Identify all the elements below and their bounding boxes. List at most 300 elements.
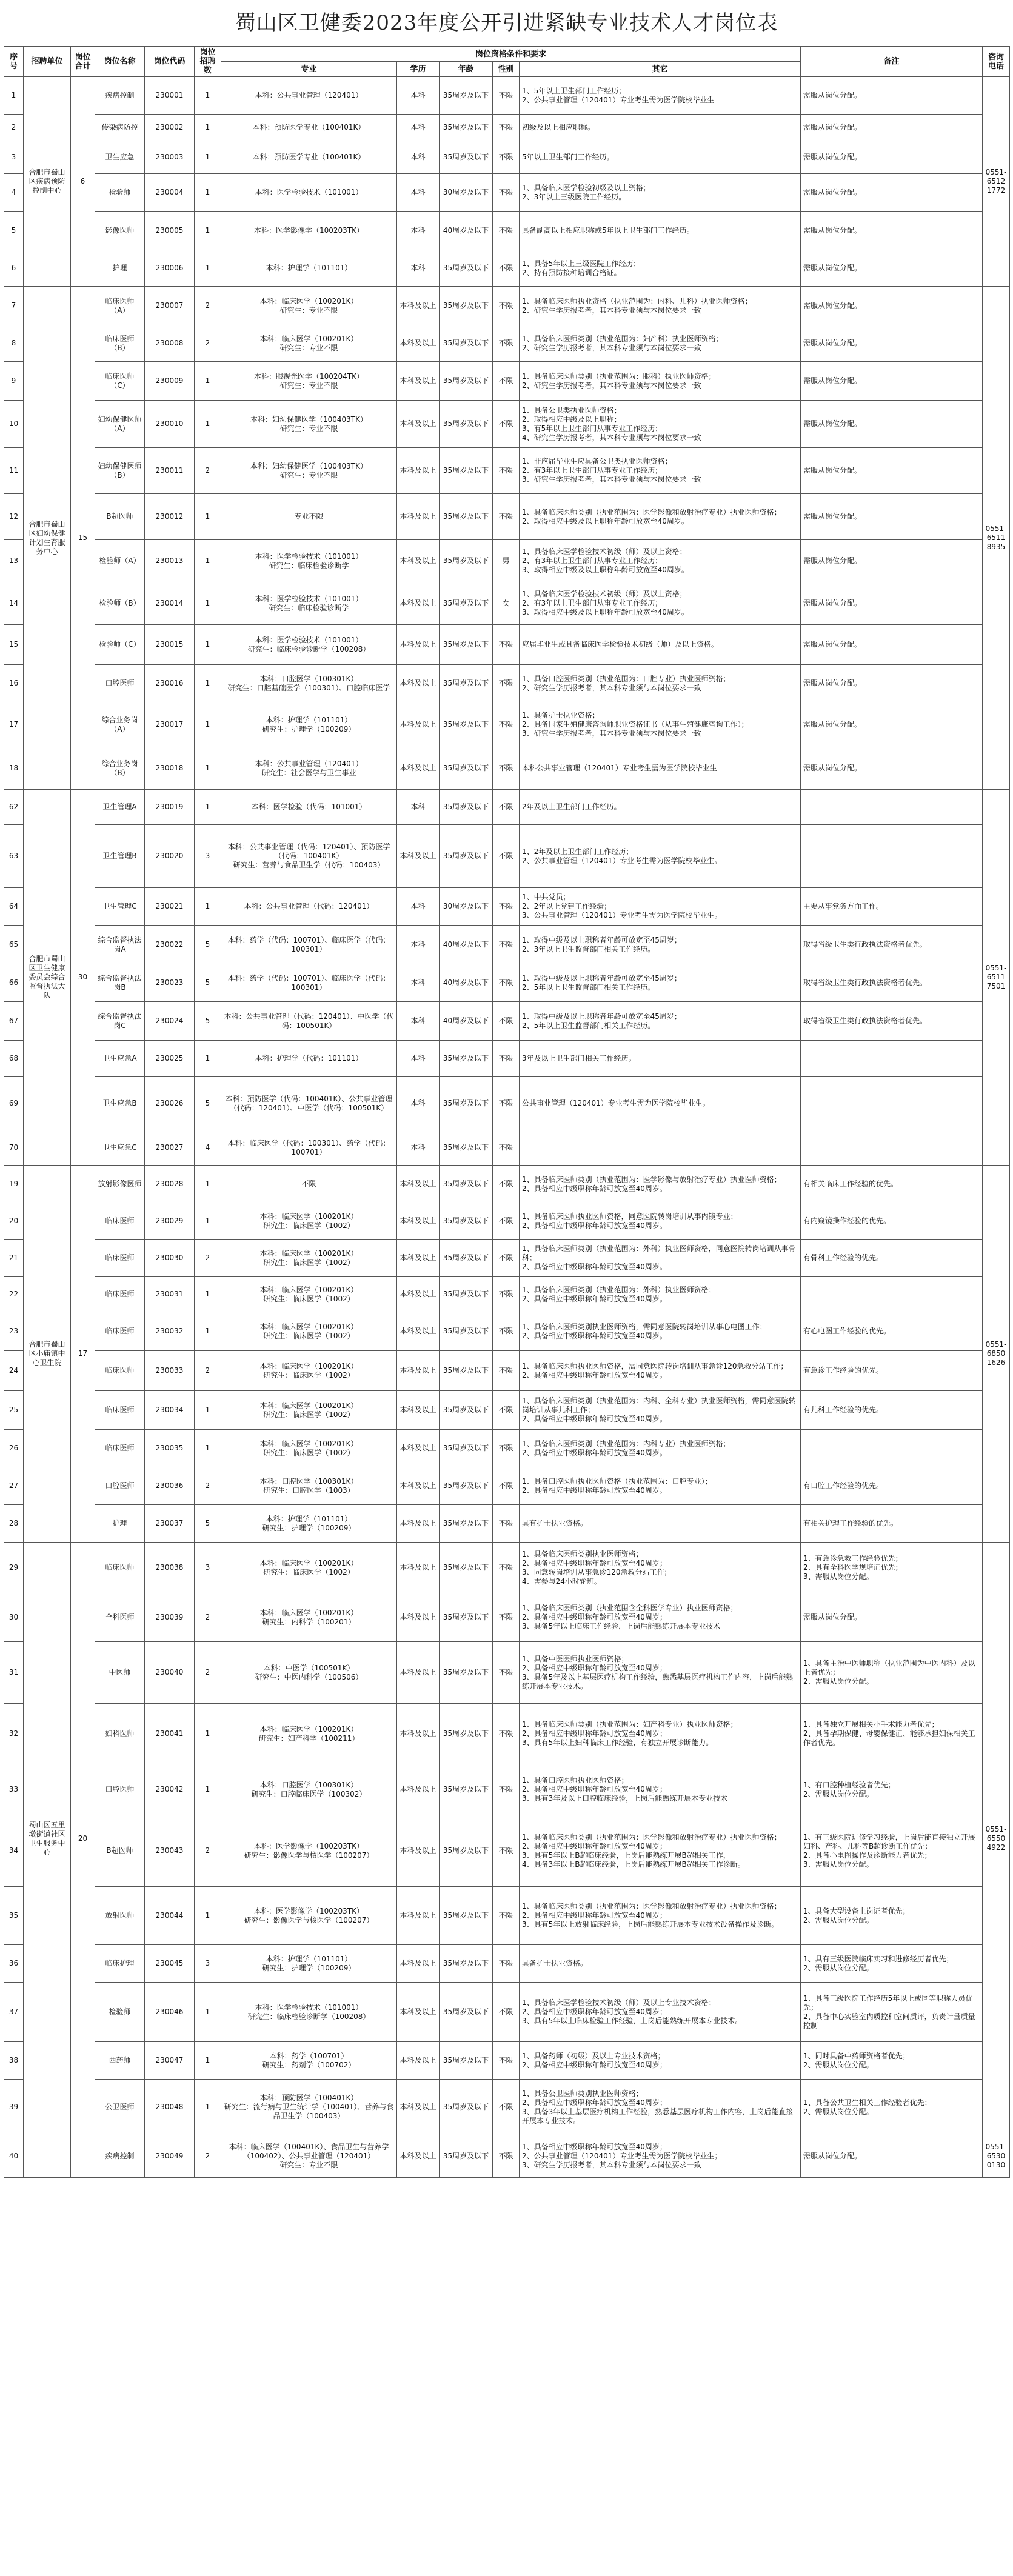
cell-note: 1、具备公共卫生相关工作经验者优先； 2、需服从岗位分配。 (801, 2080, 983, 2135)
cell-seq: 12 (4, 494, 24, 540)
cell-edu: 本科及以上 (397, 1277, 440, 1312)
cell-post-name: 检验师（B） (95, 582, 145, 625)
header-major: 专业 (221, 62, 397, 77)
cell-post-code: 230022 (145, 926, 195, 964)
cell-age: 35周岁及以下 (440, 702, 493, 747)
cell-major: 本科：预防医学专业（100401K） (221, 115, 397, 141)
cell-gender: 不限 (493, 287, 520, 325)
cell-other: 1、具备口腔医师执业医师资格（执业范围为：口腔专业）； 2、具备相应中级职称年龄可放宽至40周岁。 (520, 1467, 801, 1505)
cell-post-code: 230003 (145, 141, 195, 174)
cell-count: 1 (195, 77, 221, 115)
cell-seq: 39 (4, 2080, 24, 2135)
cell-seq: 67 (4, 1002, 24, 1041)
cell-seq: 40 (4, 2135, 24, 2178)
cell-post-name: 临床医师（C） (95, 362, 145, 401)
cell-seq: 17 (4, 702, 24, 747)
table-row (4, 362, 1010, 401)
table-header (4, 47, 1010, 77)
table-row (4, 964, 1010, 1002)
cell-post-name: 临床医师 (95, 1430, 145, 1467)
cell-seq: 21 (4, 1240, 24, 1277)
cell-count: 3 (195, 825, 221, 888)
table-row (4, 448, 1010, 494)
cell-major: 本科：医学检验技术（101001） 研究生：临床检验诊断学（100208） (221, 1983, 397, 2042)
cell-edu: 本科及以上 (397, 2042, 440, 2080)
table-row (4, 115, 1010, 141)
cell-note: 1、具备大型设备上岗证者优先； 2、需服从岗位分配。 (801, 1887, 983, 1945)
cell-post-name: 综合监督执法岗B (95, 964, 145, 1002)
cell-major: 本科：护理学（101101） 研究生：护理学（100209） (221, 702, 397, 747)
cell-seq: 66 (4, 964, 24, 1002)
cell-age: 35周岁及以下 (440, 1130, 493, 1166)
cell-post-code: 230020 (145, 825, 195, 888)
cell-age: 35周岁及以下 (440, 1041, 493, 1077)
cell-count: 5 (195, 926, 221, 964)
table-row (4, 401, 1010, 448)
cell-gender: 不限 (493, 790, 520, 825)
cell-major: 本科：眼视光医学（100204TK） 研究生：专业不限 (221, 362, 397, 401)
cell-major: 本科：公共事业管理（120401） (221, 77, 397, 115)
table-row (4, 1505, 1010, 1543)
cell-post-name: 口腔医师 (95, 1467, 145, 1505)
cell-edu: 本科及以上 (397, 582, 440, 625)
cell-major: 本科：公共事业管理（代码：120401） (221, 888, 397, 926)
cell-note: 需服从岗位分配。 (801, 174, 983, 212)
cell-count: 1 (195, 212, 221, 250)
cell-other: 1、中共党员； 2、2年以上党建工作经验； 3、公共事业管理（120401）专业考生需为医学院校毕业生。 (520, 888, 801, 926)
cell-other: 1、2年及以上卫生部门工作经历； 2、公共事业管理（120401）专业考生需为医学院校毕业生。 (520, 825, 801, 888)
cell-note: 需服从岗位分配。 (801, 582, 983, 625)
cell-gender: 不限 (493, 1312, 520, 1351)
cell-major: 本科：医学检验（代码：101001） (221, 790, 397, 825)
cell-other: 1、具备临床医学检验初级及以上资格； 2、3年以上三级医院工作经历。 (520, 174, 801, 212)
cell-post-code: 230045 (145, 1945, 195, 1983)
cell-post-code: 230010 (145, 401, 195, 448)
cell-phone: 0551-65121772 (983, 77, 1010, 287)
cell-age: 35周岁及以下 (440, 1704, 493, 1764)
cell-post-name: 综合监督执法岗A (95, 926, 145, 964)
cell-seq: 30 (4, 1593, 24, 1642)
cell-edu: 本科及以上 (397, 494, 440, 540)
table-body (4, 77, 1010, 2178)
cell-post-name: 妇幼保健医师（A） (95, 401, 145, 448)
cell-edu: 本科及以上 (397, 1166, 440, 1203)
cell-gender: 不限 (493, 2042, 520, 2080)
cell-age: 35周岁及以下 (440, 1312, 493, 1351)
cell-major: 本科：医学检验技术（101001） 研究生：临床检验诊断学 (221, 582, 397, 625)
cell-edu: 本科及以上 (397, 1815, 440, 1887)
cell-age: 35周岁及以下 (440, 1505, 493, 1543)
cell-post-code: 230024 (145, 1002, 195, 1041)
table-row (4, 702, 1010, 747)
cell-age: 35周岁及以下 (440, 1467, 493, 1505)
cell-note: 有儿科工作经验的优先。 (801, 1391, 983, 1430)
cell-post-name: 检验师 (95, 1983, 145, 2042)
cell-other: 5年以上卫生部门工作经历。 (520, 141, 801, 174)
cell-age: 35周岁及以下 (440, 325, 493, 362)
cell-edu: 本科 (397, 790, 440, 825)
cell-seq: 36 (4, 1945, 24, 1983)
table-row (4, 1166, 1010, 1203)
cell-major: 本科：临床医学（代码：100301）、药学（代码：100701） (221, 1130, 397, 1166)
cell-age: 40周岁及以下 (440, 964, 493, 1002)
cell-major: 本科：医学影像学（100203TK） 研究生：影像医学与核医学（100207） (221, 1887, 397, 1945)
cell-post-code: 230014 (145, 582, 195, 625)
table-row (4, 1815, 1010, 1887)
cell-seq: 20 (4, 1203, 24, 1240)
cell-gender: 不限 (493, 1983, 520, 2042)
cell-age: 35周岁及以下 (440, 1166, 493, 1203)
header-group: 岗位资格条件和要求 (221, 47, 801, 62)
cell-edu: 本科及以上 (397, 287, 440, 325)
cell-post-name: 疾病控制 (95, 77, 145, 115)
cell-note (801, 1041, 983, 1077)
cell-edu: 本科 (397, 964, 440, 1002)
cell-post-name: B超医师 (95, 1815, 145, 1887)
cell-count: 1 (195, 362, 221, 401)
cell-age: 35周岁及以下 (440, 1203, 493, 1240)
cell-count: 1 (195, 115, 221, 141)
cell-seq: 8 (4, 325, 24, 362)
table-row (4, 540, 1010, 582)
cell-age: 35周岁及以下 (440, 401, 493, 448)
cell-gender: 不限 (493, 2080, 520, 2135)
table-row (4, 2135, 1010, 2178)
cell-post-name: 传染病防控 (95, 115, 145, 141)
cell-gender: 不限 (493, 494, 520, 540)
cell-note: 需服从岗位分配。 (801, 77, 983, 115)
cell-total: 20 (71, 1543, 95, 2135)
cell-gender: 不限 (493, 1130, 520, 1166)
cell-other: 1、具备临床医师执业医师资格，同意医院转岗培训从事内镜专业； 2、具备相应中级职称年龄可放宽至40周岁。 (520, 1203, 801, 1240)
header-age: 年龄 (440, 62, 493, 77)
cell-post-name: 妇幼保健医师（B） (95, 448, 145, 494)
cell-count: 1 (195, 1166, 221, 1203)
cell-post-code: 230011 (145, 448, 195, 494)
cell-unit: 合肥市蜀山区小庙镇中心卫生院 (24, 1166, 71, 1543)
cell-phone: 0551-65117501 (983, 790, 1010, 1166)
cell-seq: 28 (4, 1505, 24, 1543)
table-row (4, 1130, 1010, 1166)
cell-major: 本科：预防医学（代码：100401K）、公共事业管理（代码：120401）、中医学（代码：100501K） (221, 1077, 397, 1130)
cell-gender: 女 (493, 582, 520, 625)
cell-post-name: 临床医师（B） (95, 325, 145, 362)
cell-post-name: 护理 (95, 1505, 145, 1543)
table-row (4, 2080, 1010, 2135)
cell-unit (24, 2135, 71, 2178)
cell-post-code: 230028 (145, 1166, 195, 1203)
cell-seq: 24 (4, 1351, 24, 1391)
cell-edu: 本科及以上 (397, 448, 440, 494)
cell-post-name: 卫生应急B (95, 1077, 145, 1130)
cell-age: 35周岁及以下 (440, 1764, 493, 1815)
table-row (4, 888, 1010, 926)
cell-note: 有骨科工作经验的优先。 (801, 1240, 983, 1277)
table-row (4, 325, 1010, 362)
cell-gender: 不限 (493, 1593, 520, 1642)
cell-post-name: 中医师 (95, 1642, 145, 1704)
cell-count: 2 (195, 1240, 221, 1277)
cell-major: 本科：临床医学（100201K） 研究生：内科学（100201） (221, 1593, 397, 1642)
cell-edu: 本科 (397, 250, 440, 287)
table-row (4, 1203, 1010, 1240)
cell-major: 本科：中医学（100501K） 研究生：中医内科学（100506） (221, 1642, 397, 1704)
cell-gender: 不限 (493, 625, 520, 665)
table-row (4, 77, 1010, 115)
cell-post-name: 临床医师 (95, 1312, 145, 1351)
cell-age: 30周岁及以下 (440, 888, 493, 926)
cell-post-code: 230030 (145, 1240, 195, 1277)
cell-gender: 不限 (493, 1815, 520, 1887)
header-total: 岗位合计 (71, 47, 95, 77)
cell-edu: 本科 (397, 77, 440, 115)
cell-seq: 6 (4, 250, 24, 287)
cell-count: 2 (195, 1815, 221, 1887)
cell-note (801, 1430, 983, 1467)
cell-post-code: 230023 (145, 964, 195, 1002)
cell-note (801, 1130, 983, 1166)
cell-post-code: 230006 (145, 250, 195, 287)
cell-count: 1 (195, 401, 221, 448)
cell-count: 1 (195, 141, 221, 174)
cell-age: 40周岁及以下 (440, 926, 493, 964)
cell-seq: 65 (4, 926, 24, 964)
cell-seq: 1 (4, 77, 24, 115)
cell-edu: 本科及以上 (397, 702, 440, 747)
cell-major: 本科：临床医学（100201K） 研究生：临床医学（1002） (221, 1430, 397, 1467)
cell-note: 需服从岗位分配。 (801, 665, 983, 702)
table-row (4, 1312, 1010, 1351)
cell-post-name: 口腔医师 (95, 1764, 145, 1815)
cell-post-name: 卫生应急A (95, 1041, 145, 1077)
cell-gender: 不限 (493, 1505, 520, 1543)
cell-note: 有内窥镜操作经验的优先。 (801, 1203, 983, 1240)
cell-phone: 0551-65300130 (983, 2135, 1010, 2178)
cell-other: 1、具备临床医师类别（执业范围为：妇产科）执业医师资格； 2、研究生学历报考者，其本科专业须与本岗位要求一致 (520, 325, 801, 362)
cell-post-code: 230031 (145, 1277, 195, 1312)
cell-major: 本科：医学影像学（100203TK） 研究生：影像医学与核医学（100207） (221, 1815, 397, 1887)
cell-note: 有相关临床工作经验的优先。 (801, 1166, 983, 1203)
cell-edu: 本科及以上 (397, 1642, 440, 1704)
cell-post-name: 临床医师（A） (95, 287, 145, 325)
cell-post-code: 230037 (145, 1505, 195, 1543)
cell-gender: 不限 (493, 250, 520, 287)
cell-seq: 14 (4, 582, 24, 625)
cell-age: 40周岁及以下 (440, 1002, 493, 1041)
cell-other: 1、具备公卫类执业医师资格； 2、取得相应中级及以上职称； 3、有5年以上卫生部门从事专业工作经历； 4、研究生学历报考者，其本科专业须与本岗位要求一致 (520, 401, 801, 448)
cell-note: 需服从岗位分配。 (801, 115, 983, 141)
cell-count: 1 (195, 582, 221, 625)
cell-edu: 本科及以上 (397, 1312, 440, 1351)
cell-other: 1、具备临床医师类别（执业范围为：妇产科专业）执业医师资格； 2、具备相应中级职称年龄可放宽至40周岁； 3、具有5年以上妇科临床工作经验，有独立开展诊断能力。 (520, 1704, 801, 1764)
cell-age: 35周岁及以下 (440, 287, 493, 325)
cell-note: 需服从岗位分配。 (801, 2135, 983, 2178)
cell-other: 本科公共事业管理（120401）专业考生需为医学院校毕业生 (520, 747, 801, 790)
cell-note: 有心电图工作经验的优先。 (801, 1312, 983, 1351)
table-row (4, 1467, 1010, 1505)
cell-note: 需服从岗位分配。 (801, 1593, 983, 1642)
cell-seq: 69 (4, 1077, 24, 1130)
cell-note: 1、具备主治中医师职称（执业范围为中医内科）及以上者优先； 2、需服从岗位分配。 (801, 1642, 983, 1704)
cell-gender: 不限 (493, 1203, 520, 1240)
cell-post-name: 临床医师 (95, 1543, 145, 1593)
cell-age: 35周岁及以下 (440, 747, 493, 790)
cell-count: 1 (195, 702, 221, 747)
table-row (4, 1240, 1010, 1277)
cell-count: 4 (195, 1130, 221, 1166)
cell-edu: 本科及以上 (397, 362, 440, 401)
cell-post-name: 临床护理 (95, 1945, 145, 1983)
cell-post-name: 西药师 (95, 2042, 145, 2080)
cell-seq: 31 (4, 1642, 24, 1704)
cell-note (801, 1077, 983, 1130)
cell-post-code: 230046 (145, 1983, 195, 2042)
cell-total: 6 (71, 77, 95, 287)
cell-count: 1 (195, 1391, 221, 1430)
cell-major: 本科：药学（代码：100701）、临床医学（代码：100301） (221, 926, 397, 964)
cell-post-name: 临床医师 (95, 1391, 145, 1430)
cell-major: 本科：预防医学专业（100401K） (221, 141, 397, 174)
cell-post-code: 230034 (145, 1391, 195, 1430)
cell-seq: 68 (4, 1041, 24, 1077)
cell-note: 需服从岗位分配。 (801, 401, 983, 448)
cell-seq: 2 (4, 115, 24, 141)
header-seq: 序号 (4, 47, 24, 77)
cell-count: 1 (195, 1983, 221, 2042)
cell-post-code: 230017 (145, 702, 195, 747)
cell-post-name: 影像医师 (95, 212, 145, 250)
cell-gender: 不限 (493, 212, 520, 250)
table-row (4, 1593, 1010, 1642)
cell-note: 需服从岗位分配。 (801, 362, 983, 401)
cell-total (71, 2135, 95, 2178)
cell-post-name: B超医师 (95, 494, 145, 540)
cell-gender: 不限 (493, 401, 520, 448)
cell-seq: 16 (4, 665, 24, 702)
cell-count: 5 (195, 1077, 221, 1130)
cell-age: 35周岁及以下 (440, 448, 493, 494)
cell-major: 本科：临床医学（100201K） 研究生：临床医学（1002） (221, 1277, 397, 1312)
cell-gender: 不限 (493, 1277, 520, 1312)
cell-seq: 9 (4, 362, 24, 401)
cell-seq: 64 (4, 888, 24, 926)
cell-seq: 63 (4, 825, 24, 888)
cell-post-name: 放射医师 (95, 1887, 145, 1945)
cell-note: 需服从岗位分配。 (801, 325, 983, 362)
cell-count: 2 (195, 287, 221, 325)
cell-major: 本科：预防医学（100401K） 研究生：流行病与卫生统计学（100401）、营养与食品卫生学（100403） (221, 2080, 397, 2135)
cell-gender: 不限 (493, 747, 520, 790)
cell-count: 1 (195, 1764, 221, 1815)
cell-edu: 本科及以上 (397, 747, 440, 790)
cell-post-code: 230015 (145, 625, 195, 665)
cell-age: 35周岁及以下 (440, 141, 493, 174)
cell-count: 1 (195, 790, 221, 825)
cell-note: 1、同时具备中药师资格者优先； 2、需服从岗位分配。 (801, 2042, 983, 2080)
cell-age: 35周岁及以下 (440, 1351, 493, 1391)
cell-count: 1 (195, 1312, 221, 1351)
cell-age: 35周岁及以下 (440, 2042, 493, 2080)
cell-note (801, 1277, 983, 1312)
table-row (4, 494, 1010, 540)
cell-other: 具备副高以上相应职称或5年以上卫生部门工作经历。 (520, 212, 801, 250)
cell-major: 本科：口腔医学（100301K） 研究生：口腔医学（1003） (221, 1467, 397, 1505)
cell-major: 本科：临床医学（100201K） 研究生：临床医学（1002） (221, 1351, 397, 1391)
cell-gender: 不限 (493, 926, 520, 964)
cell-post-code: 230044 (145, 1887, 195, 1945)
cell-seq: 33 (4, 1764, 24, 1815)
cell-other: 1、具备临床医师类别（执业范围为：外科）执业医师资格； 2、具备相应中级职称年龄可放宽至40周岁。 (520, 1277, 801, 1312)
table-row (4, 250, 1010, 287)
cell-other: 1、具备临床医师执业资格（执业范围为：内科、儿科）执业医师资格； 2、研究生学历报考者，其本科专业须与本岗位要求一致 (520, 287, 801, 325)
cell-major: 本科：公共事业管理（代码：120401）、预防医学（代码：100401K） 研究生：营养与食品卫生学（代码：100403） (221, 825, 397, 888)
cell-other: 具有护士执业资格。 (520, 1505, 801, 1543)
cell-post-name: 口腔医师 (95, 665, 145, 702)
cell-other: 1、具备临床医师类别（执业范围为：医学影像和放射治疗专业）执业医师资格； 2、具备相应中级职称年龄可放宽至40周岁； 3、具有5年以上B超临床经验，上岗后能熟练开展B超相关工作， 4、具备3年以上B超临床经验，上岗后能熟练开展B超相关工作诊断。 (520, 1815, 801, 1887)
table-row (4, 926, 1010, 964)
cell-age: 35周岁及以下 (440, 1430, 493, 1467)
cell-post-code: 230036 (145, 1467, 195, 1505)
cell-count: 1 (195, 1704, 221, 1764)
cell-note: 需服从岗位分配。 (801, 540, 983, 582)
cell-total: 15 (71, 287, 95, 790)
cell-other: 1、具备临床医师类别（执业范围含全科医学专业）执业医师资格； 2、具备相应中级职称年龄可放宽至40周岁； 3、具备5年以上临床工作经验，上岗后能熟练开展本专业技术 (520, 1593, 801, 1642)
cell-major: 本科：医学检验技术（101001） (221, 174, 397, 212)
header-post-code: 岗位代码 (145, 47, 195, 77)
cell-total: 17 (71, 1166, 95, 1543)
cell-other: 1、具备临床医学检验技术初级（师）及以上专业技术资格； 2、具备相应中级职称年龄可放宽至40周岁； 3、具有5年以上临床检验工作经验，上岗后能熟练开展本专业技术。 (520, 1983, 801, 2042)
cell-count: 2 (195, 1593, 221, 1642)
cell-edu: 本科及以上 (397, 1467, 440, 1505)
cell-count: 1 (195, 174, 221, 212)
cell-edu: 本科及以上 (397, 1240, 440, 1277)
cell-age: 35周岁及以下 (440, 825, 493, 888)
cell-phone: 0551-68501626 (983, 1166, 1010, 1543)
cell-seq: 15 (4, 625, 24, 665)
cell-post-code: 230009 (145, 362, 195, 401)
cell-gender: 不限 (493, 1351, 520, 1391)
cell-note: 1、具备三级医院工作经历5年以上或同等职称人员优先； 2、具备中心实验室内质控和室间质评，负责计量质量控制 (801, 1983, 983, 2042)
cell-other: 1、取得中级及以上职称者年龄可放宽至45周岁； 2、3年以上卫生监督部门相关工作经历。 (520, 926, 801, 964)
cell-edu: 本科及以上 (397, 1543, 440, 1593)
cell-other: 1、具备中医医师执业医师资格； 2、具备相应中级职称年龄可放宽至40周岁； 3、具备5年及以上基层医疗机构工作经验，熟悉基层医疗机构工作内容，上岗后能熟练开展本专业技术。 (520, 1642, 801, 1704)
cell-major: 本科：护理学（101101） 研究生：护理学（100209） (221, 1945, 397, 1983)
cell-major: 本科：临床医学（100401K）、食品卫生与营养学（100402）、公共事业管理（120401） 研究生：专业不限 (221, 2135, 397, 2178)
cell-gender: 不限 (493, 1887, 520, 1945)
cell-edu: 本科及以上 (397, 825, 440, 888)
table-row (4, 1351, 1010, 1391)
cell-gender: 不限 (493, 1041, 520, 1077)
cell-count: 1 (195, 747, 221, 790)
cell-major: 本科：护理学（101101） 研究生：护理学（100209） (221, 1505, 397, 1543)
cell-age: 35周岁及以下 (440, 582, 493, 625)
cell-post-code: 230021 (145, 888, 195, 926)
cell-gender: 不限 (493, 1077, 520, 1130)
cell-post-code: 230047 (145, 2042, 195, 2080)
cell-other: 应届毕业生或具备临床医学检验技术初级（师）及以上资格。 (520, 625, 801, 665)
cell-post-name: 护理 (95, 250, 145, 287)
cell-note: 需服从岗位分配。 (801, 448, 983, 494)
cell-post-name: 检验师（A） (95, 540, 145, 582)
cell-seq: 62 (4, 790, 24, 825)
table-row (4, 1887, 1010, 1945)
cell-count: 5 (195, 964, 221, 1002)
cell-seq: 25 (4, 1391, 24, 1430)
cell-age: 35周岁及以下 (440, 494, 493, 540)
cell-post-code: 230029 (145, 1203, 195, 1240)
cell-other: 2年及以上卫生部门工作经历。 (520, 790, 801, 825)
cell-edu: 本科 (397, 115, 440, 141)
